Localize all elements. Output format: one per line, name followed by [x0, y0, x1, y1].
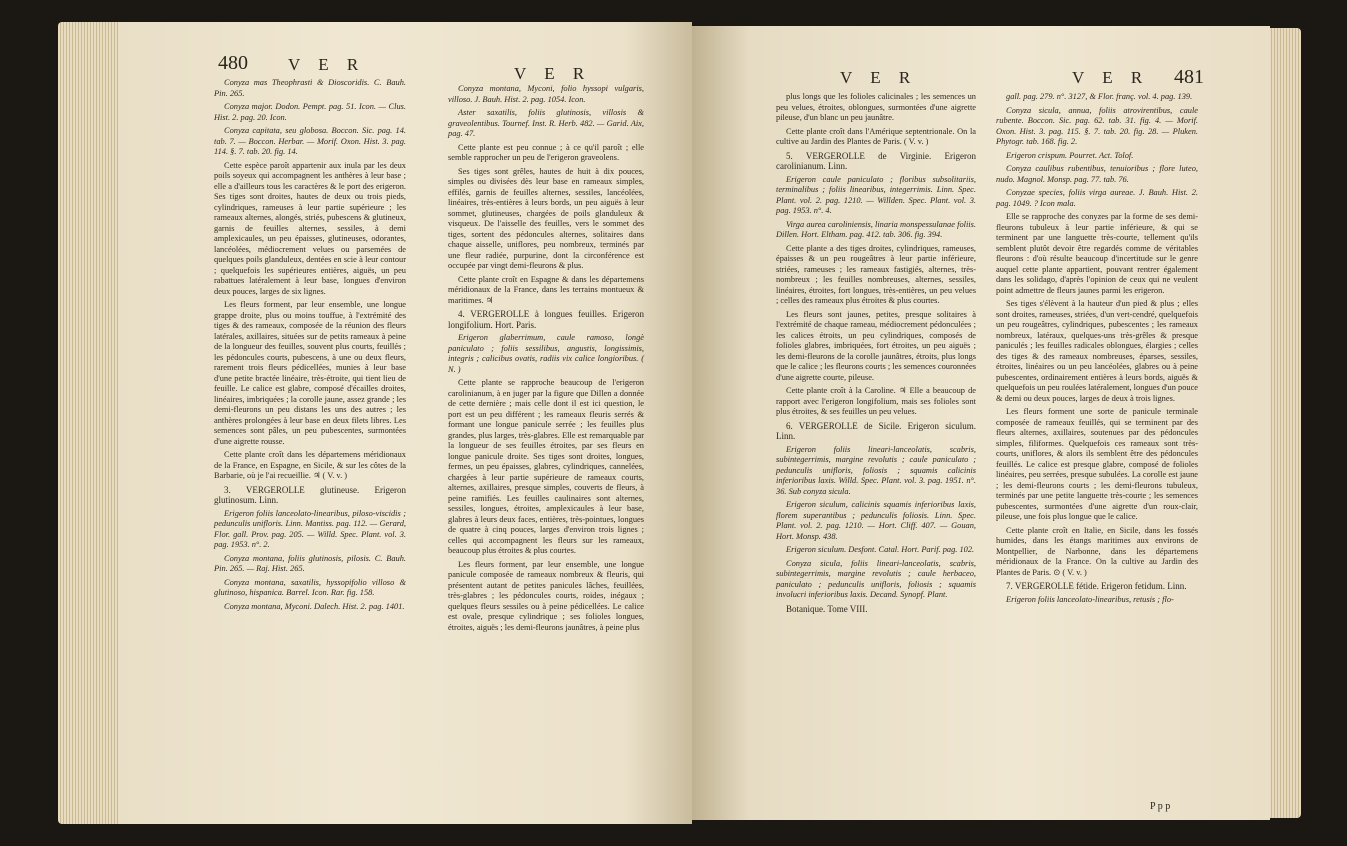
paragraph: Ses tiges sont grêles, hautes de huit à dix pouces, simples ou divisées dès leur base en rameaux simples, effilés, garnis de feuilles alternes, sessiles, lancéolées, linéaires, très-entières à leurs bords, un peu aiguës à leur sommet, glutineuses, chargées de poils glanduleux & visqueux. De l'aisselle des feuilles, vers le sommet des tiges, sortent des pédoncules alternes, solitaires dans chaque aisselle, uniflores, peu nombreux, terminés par une fleur radiée, purpurine, dont la circonférence est occupée par vingt demi-fleurons & plus. — [448, 166, 644, 270]
paragraph: Cette plante croît en Italie, en Sicile, dans les fossés humides, dans les étangs maritimes aux environs de Montpellier, de Narbonne, dans les départemens méridionaux de la France. On la cultive au Jardin des Plantes de Paris. ⊙ ( V. v. ) — [996, 525, 1198, 577]
paragraph: 7. VERGEROLLE fétide. Erigeron fetidum. Linn. — [1006, 581, 1187, 591]
paragraph: Cette plante croît en Espagne & dans les départemens méridionaux de la France, dans les terrains montueux & maritimes. ♃ — [448, 274, 644, 305]
paragraph: 3. VERGEROLLE glutineuse. Erigeron glutinosum. Linn. — [214, 484, 406, 505]
paragraph: Erigeron siculum. Desfont. Catal. Hort. Parif. pag. 102. — [786, 545, 975, 554]
paragraph: Virga aurea caroliniensis, linaria monspessulanae foliis. Dillen. Hort. Eltham. pag. 412. tab. 306. fig. 394. — [776, 219, 976, 239]
left-running-head-col2: V E R — [514, 64, 592, 83]
paragraph: gall. pag. 279. n°. 3127, & Flor. franç. vol. 4. pag. 139. — [1006, 92, 1193, 101]
paragraph: Cette plante croît à la Caroline. ♃ Elle a beaucoup de rapport avec l'erigeron longifolium, mais ses folioles sont plus étroites, & ses feuilles un peu velues. — [776, 386, 976, 416]
paragraph: Cette espèce paroît appartenir aux inula par les deux poils soyeux qui accompagnent les anthères à leur base ; elle a d'ailleurs tous les caractères & le port des erigeron. Ses tiges sont droites, hautes de deux ou trois pieds, cylindriques, rameuses à leur partie supérieure ; les rameaux alternes, alongés, striés, pubescens & glutineux, garnis de feuilles alternes, sessiles, à demi amplexicaules, un peu épaisses, glutineuses, odorantes, lancéolées, médiocrement velues ou parsemées de quelques poils glanduleux, dentées en scie à leur contour ; quelquefois les supérieures entières, aiguës, un peu rabattues latéralement à leur base, longues d'environ deux pouces, larges de six lignes. — [214, 160, 406, 296]
paragraph: Erigeron caule paniculato ; floribus subsolitariis, terminalibus ; foliis linearibus, integerrimis. Linn. Spec. Plant. vol. 2. pag. 1210. — Willden. Spec. Plant. vol. 3. pag. 1953. n°. 4. — [776, 174, 976, 215]
paragraph: Conyzae species, foliis virga aureae. J. Bauh. Hist. 2. pag. 1049. ? Icon mala. — [996, 188, 1198, 208]
paragraph: Conyza sicula, foliis lineari-lanceolatis, scabris, subintegerrimis, margine revolutis ; caule herbaceo, paniculato ; pedunculis unifloris, foliosis ; squamis involucri inferioribus laxis. Decand. Synopf. Plant. — [776, 558, 976, 599]
paragraph: Cette plante a des tiges droites, cylindriques, rameuses, épaisses & un peu rougeâtres à leur partie inférieure, striées, rameuses ; les rameaux fastigiés, alternes, très-nombreux ; les feuilles nombreuses, alternes, sessiles, linéaires, étroites, fort longues, très-entières, un peu velues ; celles des rameaux plus étroites & plus courtes. — [776, 243, 976, 305]
paragraph: 5. VERGEROLLE de Virginie. Erigeron carolinianum. Linn. — [776, 150, 976, 171]
left-page-number: 480 — [218, 52, 248, 74]
paragraph: 6. VERGEROLLE de Sicile. Erigeron siculum. Linn. — [776, 420, 976, 441]
paragraph: Conyza montana, saxatilis, hyssopifolio villoso & glutinoso, hispanica. Barrel. Icon. Rar. fig. 158. — [214, 577, 406, 597]
right-page — [692, 26, 1270, 820]
paragraph: Les fleurs sont jaunes, petites, presque solitaires à l'extrémité de chaque rameau, médiocrement pédonculées ; les calices étroits, un peu cylindriques, composés de folioles glabres, imbriquées, fort étroites, un peu aiguës ; les demi-fleurons de la corolle jaunâtres, étroits, plus longs que le calice ; les fleurons courts ; les semences couronnées d'une aigrette courte, pileuse. — [776, 309, 976, 382]
paragraph: Cette plante se rapproche beaucoup de l'erigeron carolinianum, à en juger par la figure que Dillen a donnée de cette dernière ; mais celle dont il est ici question, le port est un peu différent ; les rameaux fleuris serrés & formant une longue panicule serrée ; les feuilles plus grandes, plus larges, très-glabres. Elle est remarquable par la longueur de ses feuilles étroites, par ses fleurs en longue panicule droite. Ses tiges sont droites, longues, fermes, un peu épaisses, glabres, cylindriques, cannelées, chargées à leur partie supérieure de rameaux courts, alternes, axillaires, presque simples, couverts de fleurs, à peine ramifiés. Les feuilles caulinaires sont alternes, sessiles, longues, étroites, amplexicaules à leur base, glabres à leurs deux faces, entières, très-pointues, longues de quatre à cinq pouces, larges d'environ trois lignes ; celles qui accompagnent les fleurs sur les rameaux, beaucoup plus étroites & plus courtes. — [448, 378, 644, 555]
paragraph: Conyza sicula, annua, foliis atrovirentibus, caule rubente. Boccon. Sic. pag. 62. tab. 31. fig. 4. — Morif. Oxon. Hist. 3. pag. 115. §. 7. tab. 20. fig. 28. — Pluken. Phytogr. tab. 168. fig. 2. — [996, 105, 1198, 146]
paragraph: Les fleurs forment une sorte de panicule terminale composée de rameaux feuillés, qui se terminent par des fleurs alternes, axillaires, soutenues par des pédoncules simples, filiformes. Quelquefois ces rameaux sont très-courts, uniflores, & alors ils semblent être des pédoncules feuillés. Le calice est presque glabre, composé de folioles linéaires, peu serrées, presque subulées. La corolle est jaune ; les demi-fleurons courts ; les demi-fleurons tubuleux, terminés par une petite languette très-courte ; les semences pubescentes, surmontées d'une aigrette d'un roux-clair, pileuse, une fois plus longue que le calice. — [996, 407, 1198, 521]
paragraph: Erigeron siculum, calicinis squamis inferioribus laxis, florem superantibus ; pedunculis foliosis. Linn. Spec. Plant. vol. 2. pag. 1210. — Hort. Cliff. 407. — Gouan, Hort. Monsp. 438. — [776, 500, 976, 541]
right-running-head: V E R — [840, 68, 918, 87]
paragraph: Erigeron foliis lanceolato-linearibus, piloso-viscidis ; pedunculis unifloris. Linn. Mantiss. pag. 112. — Gerard, Flor. gall. Prov. pag. 205. — Willd. Spec. Plant. vol. 3. pag. 1953. n°. 2. — [214, 508, 406, 549]
paragraph: Cette plante croît dans les départemens méridionaux de la France, en Espagne, en Sicile, & sur les côtes de la Barbarie, où je l'ai recueillie. ♃ ( V. v. ) — [214, 450, 406, 480]
right-column-1 — [776, 92, 976, 782]
paragraph: Elle se rapproche des conyzes par la forme de ses demi-fleurons tubuleux à leur partie inférieure, & qui se terminent par une languette très-courte, tellement qu'ils semblent plutôt devoir être regardés comme de véritables fleurons : d'où résulte beaucoup d'incertitude sur le genre auquel cette plante appartient, pouvant rentrer également dans les solidago, d'après l'opinion de ceux qui ne veulent point admettre de fleurs jaunes parmi les erigeron. — [996, 212, 1198, 295]
right-page-number: 481 — [1174, 66, 1204, 88]
paragraph: Conyza caulibus rubentibus, tenuioribus ; flore luteo, nudo. Magnol. Monsp. pag. 77. tab. 76. — [996, 164, 1198, 184]
left-running-head: V E R — [288, 55, 366, 74]
paragraph: plus longs que les folioles calicinales ; les semences un peu velues, étroites, oblongues, surmontées d'une aigrette pileuse, d'un blanc un peu jaunâtre. — [776, 92, 976, 122]
paragraph: 4. VERGEROLLE à longues feuilles. Erigeron longifolium. Hort. Paris. — [448, 309, 644, 330]
right-column-2 — [996, 92, 1198, 792]
paragraph: Conyza montana, Myconi. Dalech. Hist. 2. pag. 1401. — [224, 601, 405, 611]
paragraph: Cette plante croît dans l'Amérique septentrionale. On la cultive au Jardin des Plantes de Paris. ( V. v. ) — [776, 126, 976, 146]
signature-mark: P p p — [1150, 801, 1171, 812]
left-column-1 — [214, 78, 406, 818]
left-column-2 — [448, 84, 644, 818]
paragraph: Conyza mas Theophrasti & Dioscoridis. C. Bauh. Pin. 265. — [214, 78, 406, 98]
paragraph: Erigeron foliis lanceolato-linearibus, retusis ; flo- — [1006, 594, 1174, 604]
paragraph: Botanique. Tome VIII. — [786, 603, 868, 614]
paragraph: Conyza capitata, seu globosa. Boccon. Sic. pag. 14. tab. 7. — Boccon. Herbar. — Morif. Oxon. Hist. 3. pag. 114. §. 7. tab. 20. fig. 14. — [214, 126, 406, 156]
paragraph: Erigeron foliis lineari-lanceolatis, scabris, subintegerrimis, margine revolutis ; caule paniculato ; pedunculis unifloris, foliosis ; squamis calicinis inferioribus laxis. Willd. Spec. Plant. vol. 3. pag. 1951. n°. 36. Sub conyza sicula. — [776, 444, 976, 496]
paragraph: Aster saxatilis, foliis glutinosis, villosis & graveolentibus. Tournef. Inst. R. Herb. 482. — Garid. Aix, pag. 47. — [448, 108, 644, 138]
paragraph: Cette plante est peu connue ; à ce qu'il paroît ; elle semble rapprocher un peu de l'erigeron graveolens. — [448, 142, 644, 162]
right-running-head-col2: V E R — [1072, 68, 1150, 87]
paragraph: Erigeron glaberrimum, caule ramoso, longè paniculato ; foliis sessilibus, angustis, longissimis, integris ; calicibus ovatis, radiis vix calice longioribus. ( N. ) — [448, 333, 644, 374]
paragraph: Conyza montana, Myconi, folio hyssopi vulgaris, villoso. J. Bauh. Hist. 2. pag. 1054. Icon. — [448, 84, 644, 104]
paragraph: Erigeron crispum. Pourret. Act. Tolof. — [1006, 150, 1134, 160]
paragraph: Conyza montana, foliis glutinosis, pilosis. C. Bauh. Pin. 265. — Raj. Hist. 265. — [214, 553, 406, 573]
left-page — [118, 22, 692, 824]
paragraph: Ses tiges s'élèvent à la hauteur d'un pied & plus ; elles sont droites, rameuses, striées, d'un vert-cendré, quelquefois un peu rougeâtres, cylindriques, pubescentes ; les rameaux nombreux, latéraux, quelques-uns très-grêles & presque paniculés ; les feuilles radicales oblongues, élargies ; celles des tiges & des rameaux nombreuses, éparses, sessiles, étroites, linéaires ou un peu lancéolées, glabres ou à peine pubescentes, ordinairement entières à leurs bords, aiguës & quelquefois un peu roulées latéralement, longues d'un pouce & demi ou deux pouces, larges de deux à trois lignes. — [996, 299, 1198, 403]
paragraph: Les fleurs forment, par leur ensemble, une longue panicule composée de rameaux nombreux & fleuris, qui présentent autant de petites panicules lâches, feuillées, très-glabres ; les pédoncules courts, roides, inégaux ; quelques fleurs sessiles ou à peine pédicellées. Le calice est ovale, presque cylindrique ; ses folioles longues, étroites, aiguës ; les demi-fleurons jaunâtres, à peine plus — [448, 559, 644, 632]
paragraph: Les fleurs forment, par leur ensemble, une longue grappe droite, plus ou moins touffue, à l'extrémité des tiges & des rameaux, composée de la réunion des fleurs latérales, axillaires, situées sur de petits rameaux à peine de la longueur des feuilles, souvent plus courts, feuillés ; les pédoncules courts, pubescens, à une ou deux fleurs, rarement trois fleurs pédicellées, munies à leur base d'une petite bractée linéaire, très-étroite, qui tient lieu de feuille. Le calice est glabre, composé d'écailles droites, linéaires, imbriquées ; la corolle jaune, assez grande ; les demi-fleurons un peu distans les uns des autres ; les anthères prolongées à leur base en deux filets libres. Les semences sont pâles, un peu pubescentes, surmontées d'une aigrette roussе. — [214, 300, 406, 446]
right-page-edges — [1265, 28, 1301, 818]
paragraph: Conyza major. Dodon. Pempt. pag. 51. Icon. — Clus. Hist. 2. pag. 20. Icon. — [214, 102, 406, 122]
